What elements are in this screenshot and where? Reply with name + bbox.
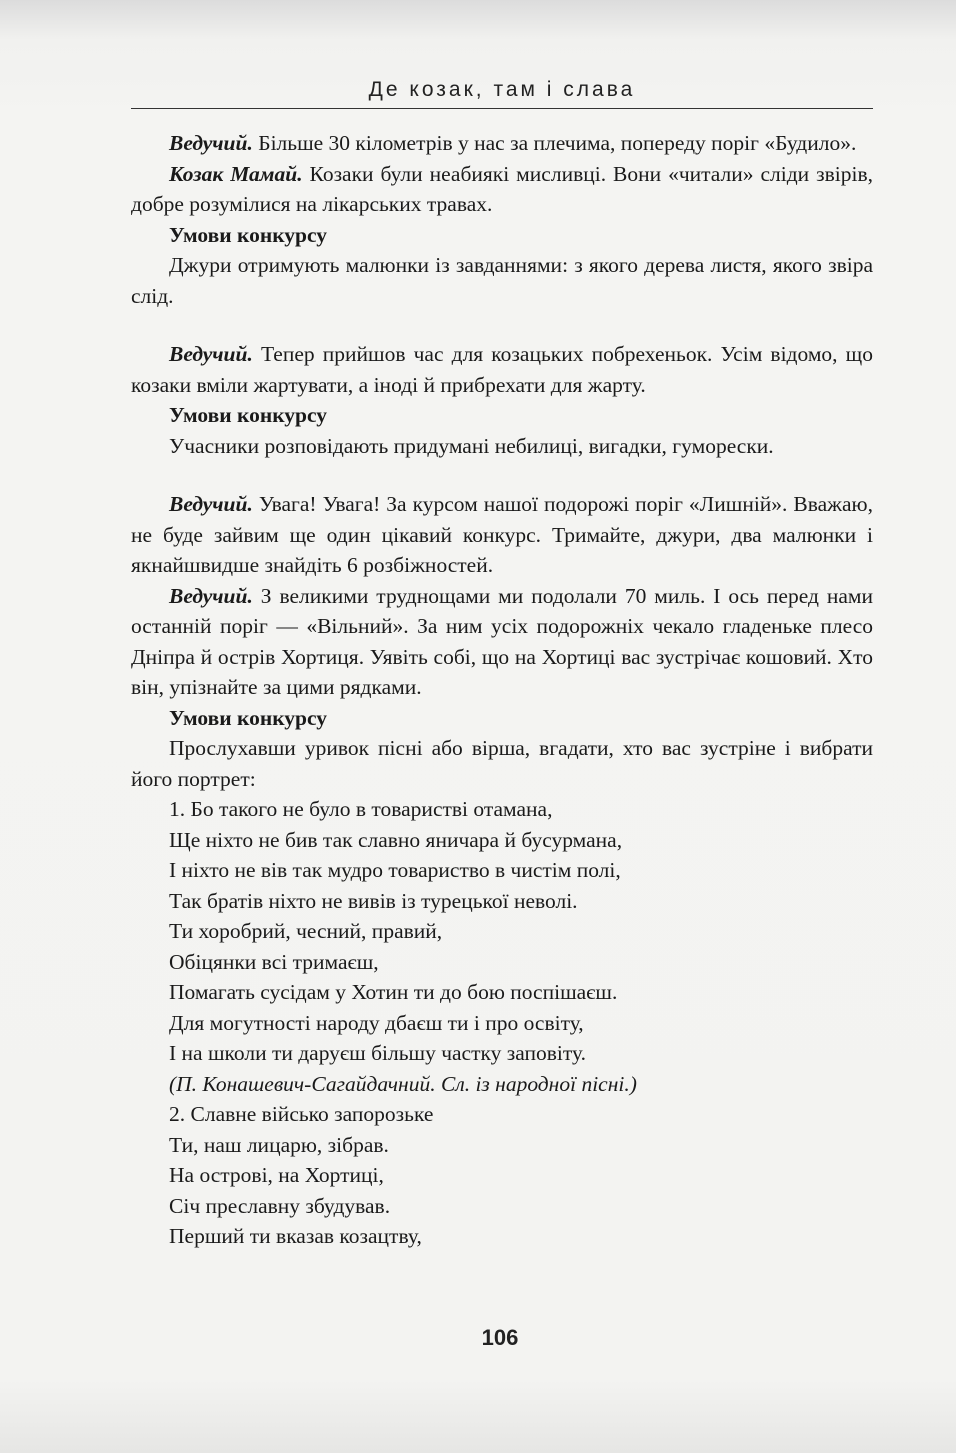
poem-line: Ти хоробрий, чесний, правий, xyxy=(169,919,443,943)
header-rule xyxy=(131,108,873,109)
poem-line: На острові, на Хортиці, xyxy=(169,1163,384,1187)
section-heading-1: Умови конкурсу xyxy=(169,222,328,247)
paragraph-host-1 xyxy=(131,128,873,159)
paragraph-task-3: Прослухавши уривок пісні або вірша, вгадати, хто вас зустріне і вибрати його портрет: xyxy=(131,736,873,791)
paragraph-task-2: Учасники розповідають придумані небилиці, вигадки, гуморески. xyxy=(169,433,774,458)
paragraph-host-4 xyxy=(131,581,873,703)
poem-line: Обіцянки всі тримаєш, xyxy=(169,949,379,974)
running-head: Де козак, там і слава xyxy=(368,78,636,101)
section-heading-3: Умови конкурсу xyxy=(169,705,328,730)
poem-attribution: (П. Конашевич-Сагайдачний. Сл. із народної пісні.) xyxy=(169,1071,637,1096)
paragraph-host-2 xyxy=(131,339,873,400)
paragraph-text: Більше 30 кілометрів у нас за плечима, попереду поріг «Будило». xyxy=(252,131,857,155)
speaker-label: Ведучий. xyxy=(169,131,253,155)
poem-line: Січ преславну збудував. xyxy=(169,1193,391,1218)
speaker-label: Ведучий. xyxy=(169,492,253,516)
paragraph-host-3 xyxy=(131,489,873,581)
speaker-label: Козак Мамай. xyxy=(169,161,303,186)
paragraph-text: Тепер прийшов час для козацьких побрехеньок. Усім відомо, що козаки вміли жартувати, а іноді й прибрехати для жарту. xyxy=(131,342,873,397)
page-number: 106 xyxy=(481,1325,519,1350)
speaker-label: Ведучий. xyxy=(169,342,253,366)
poem-line: 2. Славне військо запорозьке xyxy=(169,1102,434,1126)
paragraph-mamai xyxy=(131,159,873,220)
paragraph-text: Козаки були неабиякі мисливці. Вони «читали» сліди звірів, добре розумілися на лікарських травах. xyxy=(131,161,873,216)
poem-line: Для могутності народу дбаєш ти і про освіту, xyxy=(169,1010,584,1035)
poem-line: Ти, наш лицарю, зібрав. xyxy=(169,1132,389,1157)
paragraph-text: Увага! Увага! За курсом нашої подорожі поріг «Лишній». Вважаю, не буде зайвим ще один цікавий конкурс. Тримайте, джури, два малюнки і якнайшвидше знайдіть 6 розбіжностей. xyxy=(131,492,873,577)
poem-line: І на школи ти даруєш більшу частку заповіту. xyxy=(169,1041,586,1065)
poem-line: Так братів ніхто не вивів із турецької неволі. xyxy=(169,888,578,913)
paragraph-text: З великими труднощами ми подолали 70 миль. І ось перед нами останній поріг — «Вільний». За ним усіх подорожніх чекало гладеньке плесо Дніпра й острів Хортиця. Уявіть собі, що на Хортиці вас зустрічає кошовий. Хто він, упізнайте за цими рядками. xyxy=(131,583,873,699)
poem-line: Ще ніхто не бив так славно яничара й бусурмана, xyxy=(169,827,623,852)
poem-line: І ніхто не вів так мудро товариство в чистім полі, xyxy=(169,858,621,882)
poem-line: Помагать сусідам у Хотин ти до бою поспішаєш. xyxy=(169,980,618,1004)
speaker-label: Ведучий. xyxy=(169,583,253,608)
page-body xyxy=(131,128,873,1252)
poem-line: Перший ти вказав козацтву, xyxy=(169,1224,422,1248)
section-heading-2: Умови конкурсу xyxy=(169,403,328,427)
poem-line: 1. Бо такого не було в товаристві отамана, xyxy=(169,797,553,821)
paragraph-task-1: Джури отримують малюнки із завданнями: з якого дерева листя, якого звіра слід. xyxy=(131,253,873,308)
